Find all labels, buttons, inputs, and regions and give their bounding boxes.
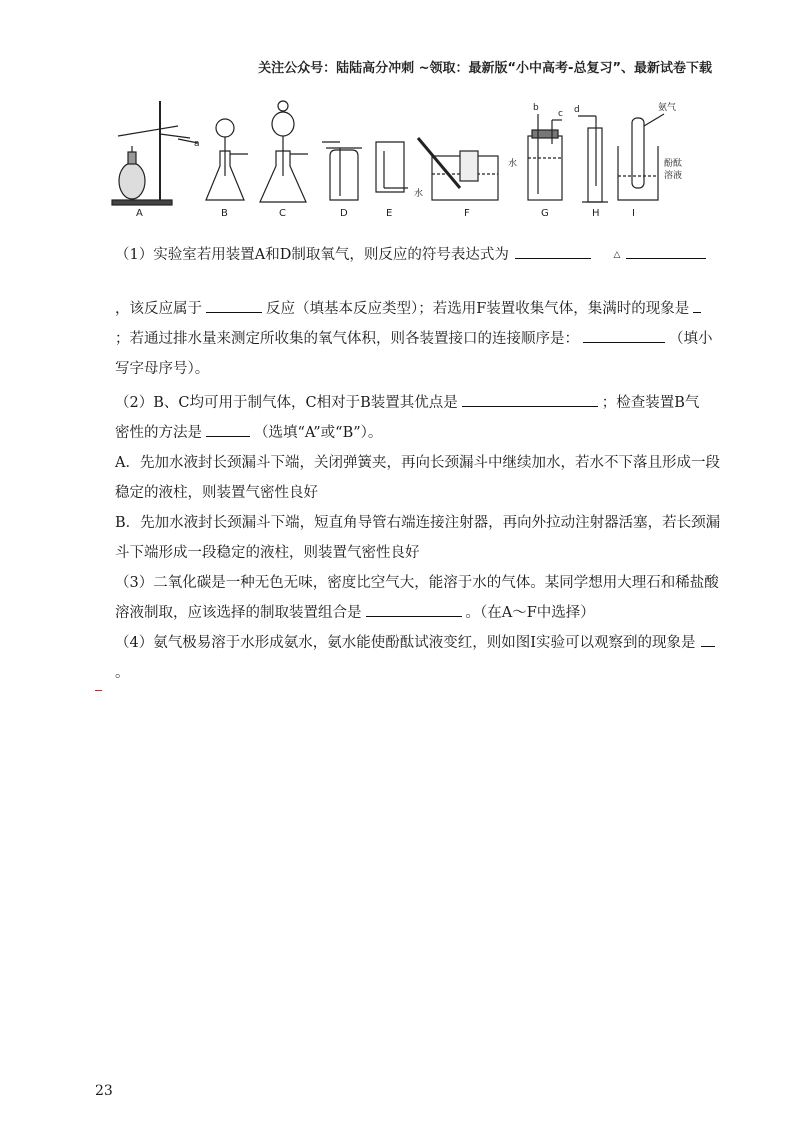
q3-blank-1 — [366, 600, 462, 617]
apparatus-b — [206, 119, 248, 200]
question-body — [115, 240, 721, 688]
q1-blank-5 — [583, 326, 665, 343]
option-b-line-2: 斗下端形成一段稳定的液柱，则装置气密性良好 — [115, 545, 420, 561]
port-d: d — [574, 105, 580, 115]
label-e: E — [386, 208, 393, 219]
option-a-line-1: A．先加水液封长颈漏斗下端，关闭弹簧夹，再向长颈漏斗中继续加水，若水不下落且形成一段 — [115, 455, 720, 471]
q1-blank-4 — [693, 296, 701, 313]
apparatus-c — [260, 101, 308, 202]
solution-label-1: 酚酞 — [664, 159, 683, 169]
apparatus-h — [578, 116, 608, 202]
apparatus-d — [322, 142, 362, 200]
label-g: G — [541, 208, 549, 219]
port-a: a — [194, 139, 200, 149]
red-mark — [95, 690, 102, 691]
apparatus-g — [528, 114, 562, 200]
q1-blank-3 — [206, 296, 262, 313]
q2-blank-2 — [206, 420, 250, 437]
page-header: 关注公众号：陆陆高分冲刺 ~领取：最新版“小中高考-总复习”、最新试卷下载 — [258, 61, 712, 76]
q2-blank-1 — [462, 390, 598, 407]
label-d: D — [340, 208, 348, 219]
solution-label-2: 溶液 — [664, 171, 683, 181]
q2-line-2: 密性的方法是 （选填“A”或“B”）。 — [115, 418, 715, 448]
apparatus-a — [112, 101, 198, 205]
apparatus-letters — [136, 101, 682, 219]
port-c: c — [558, 109, 563, 119]
q4-blank-1 — [701, 630, 715, 647]
option-a-line-2: 稳定的液柱，则装置气密性良好 — [115, 485, 318, 501]
label-b: B — [221, 208, 228, 219]
label-a: A — [136, 208, 143, 219]
apparatus-figure — [108, 96, 708, 221]
q4-line-1: （4）氨气极易溶于水形成氨水，氨水能使酚酞试液变红，则如图I实验可以观察到的现象是 — [115, 628, 715, 658]
q4-line-2: 。 — [115, 665, 130, 681]
q1-blank-1 — [515, 242, 591, 259]
apparatus-e — [376, 142, 408, 192]
q1-line-2: ，该反应属于 反应（填基本反应类型）；若选用F装置收集气体，集满时的现象是 — [115, 294, 715, 324]
q1-line-3: ；若通过排水量来测定所收集的氧气体积，则各装置接口的连接顺序是： （填小 — [115, 324, 715, 354]
option-b-line-1: B．先加水液封长颈漏斗下端，短直角导管右端连接注射器，再向外拉动注射器活塞，若长颈漏 — [115, 515, 721, 531]
q2-line-1: （2）B、C均可用于制气体，C相对于B装置其优点是 ；检查装置B气 — [115, 388, 715, 418]
apparatus-i — [618, 114, 664, 200]
label-h: H — [592, 208, 600, 219]
q1-line-4: 写字母序号）。 — [115, 361, 210, 377]
q1-blank-2 — [626, 242, 706, 259]
oxygen-label: 氨气 — [658, 103, 677, 113]
label-c: C — [279, 208, 286, 219]
page-number: 23 — [95, 1083, 113, 1099]
heat-symbol: △ — [613, 250, 621, 260]
water-label-g: 水 — [508, 159, 518, 169]
apparatus-diagram — [108, 96, 708, 221]
apparatus-f — [418, 138, 498, 200]
label-f: F — [464, 208, 470, 219]
q3-line-1: （3）二氧化碳是一种无色无味，密度比空气大，能溶于水的气体。某同学想用大理石和稀盐酸 — [115, 575, 719, 591]
q3-line-2: 溶液制取，应该选择的制取装置组合是 。（在A～F中选择） — [115, 598, 715, 628]
water-label-f: 水 — [414, 189, 424, 199]
label-i: I — [632, 208, 635, 219]
port-b: b — [533, 103, 539, 113]
q1-line-1: （1）实验室若用装置A和D制取氧气，则反应的符号表达式为 △ — [115, 240, 715, 270]
